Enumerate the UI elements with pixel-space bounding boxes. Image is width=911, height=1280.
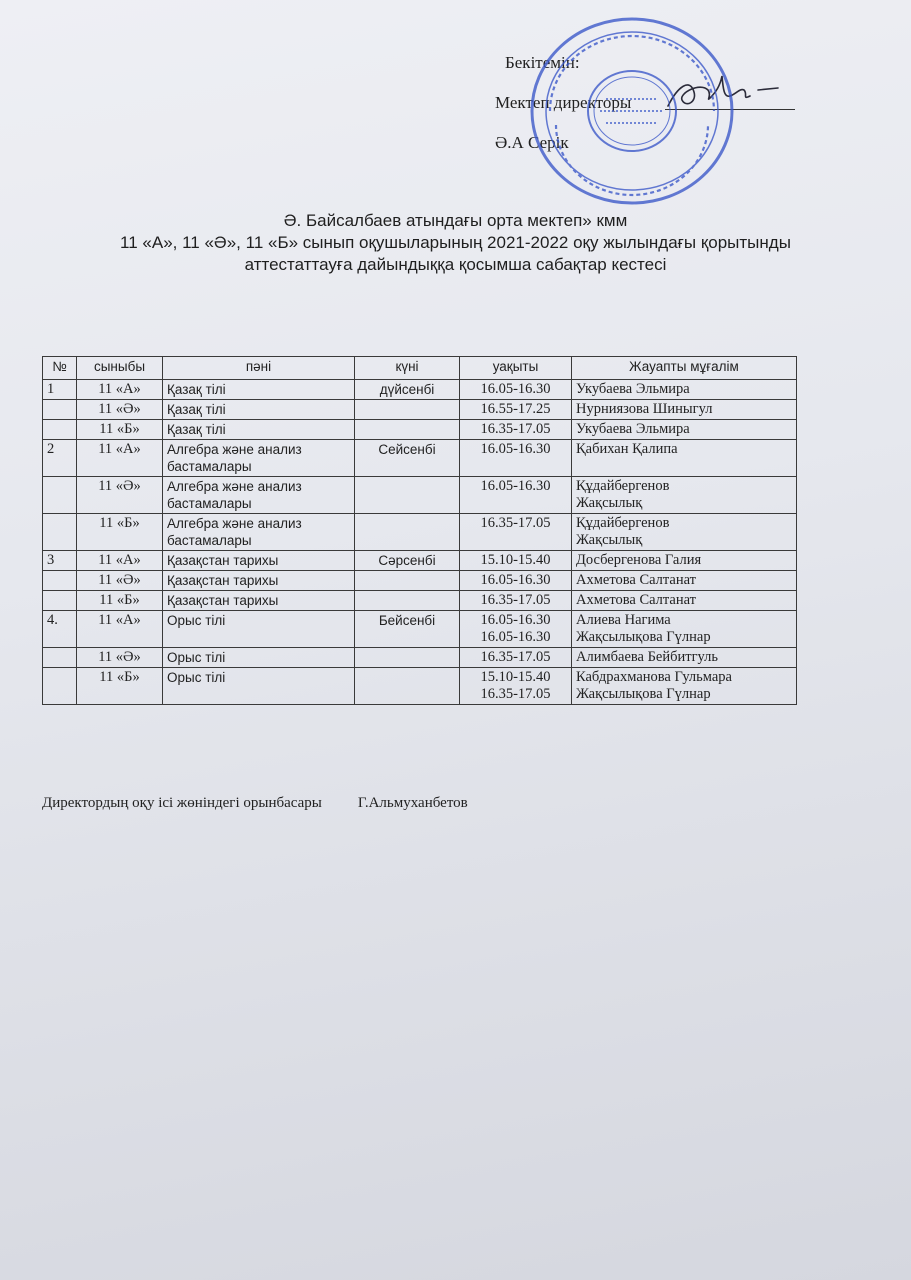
row-number: 3 bbox=[43, 551, 77, 571]
subject-line: бастамалары bbox=[167, 533, 252, 548]
row-time: 16.05-16.30 bbox=[460, 477, 572, 514]
row-time: 16.35-17.05 bbox=[460, 648, 572, 668]
row-time: 16.55-17.25 bbox=[460, 400, 572, 420]
title-line-2: 11 «А», 11 «Ә», 11 «Б» сынып оқушыларының 2021-2022 оқу жылындағы қорытынды bbox=[120, 233, 791, 252]
table-header-row bbox=[43, 357, 797, 380]
row-time: 16.05-16.30 bbox=[460, 440, 572, 477]
table-row bbox=[43, 648, 797, 668]
subject-line: Алгебра және анализ bbox=[167, 479, 302, 494]
table-row bbox=[43, 440, 797, 477]
teacher-line: Жақсылықова Гүлнар bbox=[576, 629, 711, 645]
row-number bbox=[43, 591, 77, 611]
time-line: 16.35-17.05 bbox=[480, 686, 551, 702]
header-class: сыныбы bbox=[77, 357, 163, 380]
time-line: 16.05-16.30 bbox=[480, 629, 551, 645]
row-day: Бейсенбі bbox=[355, 611, 460, 648]
row-time bbox=[460, 611, 572, 648]
row-subject: Қазақстан тарихы bbox=[163, 591, 355, 611]
row-number bbox=[43, 400, 77, 420]
teacher-line: Жақсылық bbox=[576, 495, 643, 511]
footer-signatory bbox=[42, 795, 468, 812]
row-number: 2 bbox=[43, 440, 77, 477]
row-class: 11 «Ә» bbox=[77, 400, 163, 420]
row-number bbox=[43, 420, 77, 440]
row-day bbox=[355, 477, 460, 514]
header-subject: пәні bbox=[163, 357, 355, 380]
row-subject bbox=[163, 477, 355, 514]
row-class: 11 «Ә» bbox=[77, 477, 163, 514]
row-teacher bbox=[572, 477, 797, 514]
row-number bbox=[43, 571, 77, 591]
row-class: 11 «А» bbox=[77, 551, 163, 571]
row-class: 11 «А» bbox=[77, 380, 163, 400]
table-row bbox=[43, 571, 797, 591]
row-teacher bbox=[572, 514, 797, 551]
row-subject: Орыс тілі bbox=[163, 611, 355, 648]
row-time: 16.35-17.05 bbox=[460, 591, 572, 611]
row-subject bbox=[163, 440, 355, 477]
row-day: Сәрсенбі bbox=[355, 551, 460, 571]
row-class: 11 «Б» bbox=[77, 668, 163, 705]
row-teacher: Укубаева Эльмира bbox=[572, 420, 797, 440]
director-title: Мектеп директоры bbox=[495, 93, 632, 112]
table-row bbox=[43, 420, 797, 440]
table-row bbox=[43, 668, 797, 705]
row-day bbox=[355, 571, 460, 591]
row-subject: Қазақ тілі bbox=[163, 400, 355, 420]
time-line: 15.10-15.40 bbox=[480, 669, 551, 685]
row-number bbox=[43, 514, 77, 551]
row-subject: Қазақ тілі bbox=[163, 380, 355, 400]
table-row bbox=[43, 380, 797, 400]
teacher-line: Жақсылық bbox=[576, 532, 643, 548]
row-teacher: Ахметова Салтанат bbox=[572, 571, 797, 591]
teacher-line: Жақсылықова Гүлнар bbox=[576, 686, 711, 702]
row-time: 15.10-15.40 bbox=[460, 551, 572, 571]
document-title bbox=[20, 210, 891, 276]
row-day: дүйсенбі bbox=[355, 380, 460, 400]
row-class: 11 «Б» bbox=[77, 420, 163, 440]
table-row bbox=[43, 591, 797, 611]
time-line: 16.05-16.30 bbox=[480, 612, 551, 628]
title-line-3: аттестаттауға дайындыққа қосымша сабақтар кестесі bbox=[244, 255, 667, 274]
title-line-1: Ә. Байсалбаев атындағы орта мектеп» кмм bbox=[283, 211, 628, 230]
row-subject: Қазақстан тарихы bbox=[163, 551, 355, 571]
row-subject: Орыс тілі bbox=[163, 648, 355, 668]
table-row bbox=[43, 551, 797, 571]
row-day bbox=[355, 591, 460, 611]
row-day: Сейсенбі bbox=[355, 440, 460, 477]
subject-line: бастамалары bbox=[167, 496, 252, 511]
subject-line: бастамалары bbox=[167, 459, 252, 474]
header-number: № bbox=[43, 357, 77, 380]
row-time: 16.05-16.30 bbox=[460, 571, 572, 591]
row-number bbox=[43, 477, 77, 514]
row-class: 11 «Б» bbox=[77, 514, 163, 551]
row-teacher: Укубаева Эльмира bbox=[572, 380, 797, 400]
row-class: 11 «А» bbox=[77, 440, 163, 477]
row-subject bbox=[163, 514, 355, 551]
row-teacher: Алимбаева Бейбитгуль bbox=[572, 648, 797, 668]
teacher-line: Алиева Нагима bbox=[576, 612, 671, 628]
subject-line: Алгебра және анализ bbox=[167, 516, 302, 531]
row-teacher bbox=[572, 668, 797, 705]
row-teacher: Ахметова Салтанат bbox=[572, 591, 797, 611]
row-teacher: Қабихан Қалипа bbox=[572, 440, 797, 477]
row-day bbox=[355, 514, 460, 551]
row-number bbox=[43, 668, 77, 705]
footer-role: Директордың оқу ісі жөніндегі орынбасары bbox=[42, 795, 322, 811]
header-time: уақыты bbox=[460, 357, 572, 380]
row-number: 4. bbox=[43, 611, 77, 648]
director-name: Ә.А Серік bbox=[495, 133, 569, 152]
approval-heading: Бекітемін: bbox=[505, 53, 580, 72]
schedule-table bbox=[42, 356, 797, 705]
row-subject: Қазақ тілі bbox=[163, 420, 355, 440]
header-teacher: Жауапты мұғалім bbox=[572, 357, 797, 380]
row-subject: Қазақстан тарихы bbox=[163, 571, 355, 591]
school-seal-icon bbox=[520, 15, 740, 215]
table-row bbox=[43, 400, 797, 420]
teacher-line: Құдайбергенов bbox=[576, 515, 670, 531]
row-time: 16.05-16.30 bbox=[460, 380, 572, 400]
table-row bbox=[43, 477, 797, 514]
row-time bbox=[460, 668, 572, 705]
row-subject: Орыс тілі bbox=[163, 668, 355, 705]
row-number bbox=[43, 648, 77, 668]
row-day bbox=[355, 400, 460, 420]
row-time: 16.35-17.05 bbox=[460, 420, 572, 440]
row-teacher: Нурниязова Шиныгул bbox=[572, 400, 797, 420]
header-day: күні bbox=[355, 357, 460, 380]
teacher-line: Кабдрахманова Гульмара bbox=[576, 669, 732, 685]
row-day bbox=[355, 648, 460, 668]
row-class: 11 «Ә» bbox=[77, 571, 163, 591]
row-day bbox=[355, 668, 460, 705]
row-time: 16.35-17.05 bbox=[460, 514, 572, 551]
row-day bbox=[355, 420, 460, 440]
row-class: 11 «Б» bbox=[77, 591, 163, 611]
table-row bbox=[43, 514, 797, 551]
row-number: 1 bbox=[43, 380, 77, 400]
row-class: 11 «Ә» bbox=[77, 648, 163, 668]
table-row bbox=[43, 611, 797, 648]
subject-line: Алгебра және анализ bbox=[167, 442, 302, 457]
teacher-line: Құдайбергенов bbox=[576, 478, 670, 494]
footer-name: Г.Альмуханбетов bbox=[357, 795, 468, 811]
row-class: 11 «А» bbox=[77, 611, 163, 648]
row-teacher: Досбергенова Галия bbox=[572, 551, 797, 571]
row-teacher bbox=[572, 611, 797, 648]
